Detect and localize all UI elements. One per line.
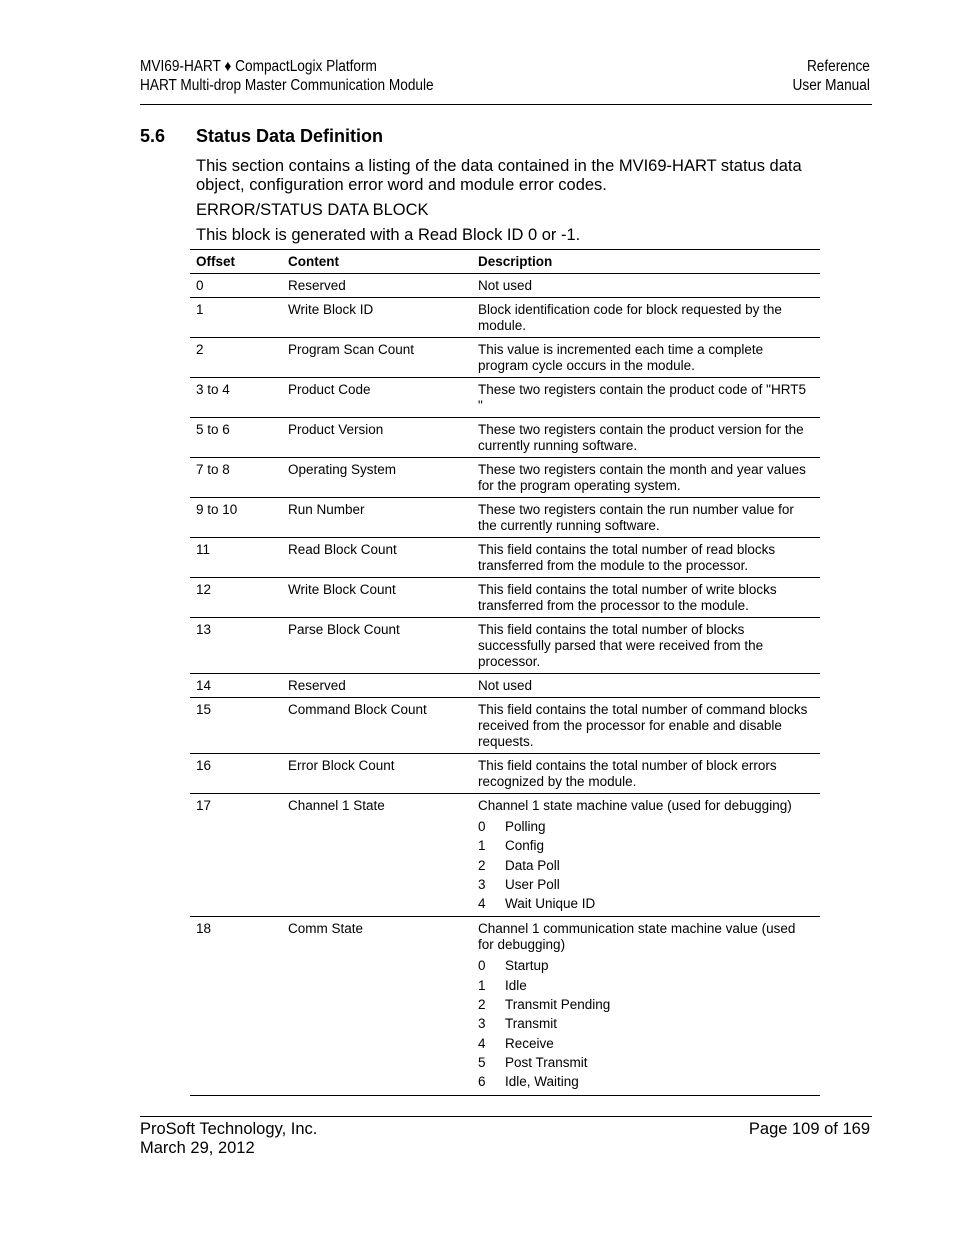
block-note: This block is generated with a Read Block ID 0 or -1. [196,226,581,244]
state-value-label: Idle [505,977,527,993]
header-doc-type: User Manual [792,77,870,94]
cell-offset: 16 [190,754,282,794]
footer-date: March 29, 2012 [140,1139,255,1157]
column-header-content: Content [282,250,472,274]
state-value-label: Data Poll [505,857,560,873]
section-intro [196,157,836,245]
footer-left [140,1120,317,1158]
state-value-number: 6 [478,1074,486,1090]
table-row [190,917,820,1095]
cell-description [472,298,820,338]
cell-content: Program Scan Count [282,338,472,378]
cell-offset: 3 to 4 [190,378,282,418]
cell-content: Comm State [282,917,472,1095]
table-row [190,498,820,538]
state-value-item [478,894,814,913]
cell-offset: 13 [190,618,282,674]
cell-content: Error Block Count [282,754,472,794]
state-value-number: 4 [478,1035,486,1051]
column-header-offset: Offset [190,250,282,274]
cell-content: Channel 1 State [282,794,472,917]
cell-offset: 14 [190,674,282,698]
cell-offset: 2 [190,338,282,378]
state-value-label: Transmit Pending [505,997,611,1013]
table-row [190,618,820,674]
cell-description [472,754,820,794]
description-text: Not used [478,278,533,293]
header-module-name: HART Multi-drop Master Communication Module [140,77,434,94]
state-value-item [478,1072,814,1091]
description-text: Not used [478,678,533,693]
cell-description [472,378,820,418]
state-value-label: User Poll [505,876,560,892]
cell-content: Read Block Count [282,538,472,578]
column-header-description: Description [472,250,820,274]
state-value-label: Transmit [505,1016,558,1032]
state-value-item [478,956,814,975]
cell-description [472,418,820,458]
description-text: These two registers contain the product code of "HRT5 " [478,382,806,413]
running-header-left [140,57,434,95]
table-row [190,274,820,298]
description-text: This field contains the total number of blocks successfully parsed that were received from the processor. [478,622,764,669]
state-value-item [478,976,814,995]
cell-description [472,794,820,917]
cell-description [472,498,820,538]
cell-offset: 12 [190,578,282,618]
section-heading [140,126,383,147]
status-data-table [190,249,820,1096]
state-value-list [478,817,814,913]
cell-offset: 18 [190,917,282,1095]
cell-content: Parse Block Count [282,618,472,674]
table-row [190,754,820,794]
header-divider [140,104,872,105]
state-value-number: 0 [478,958,486,974]
cell-offset: 17 [190,794,282,917]
table-row [190,578,820,618]
description-text: These two registers contain the month and year values for the program operating system. [478,462,806,493]
table-row [190,378,820,418]
state-value-item [478,995,814,1014]
state-value-item [478,1014,814,1033]
description-text: This field contains the total number of command blocks received from the processor for enable and disable requests. [478,702,808,749]
cell-offset: 5 to 6 [190,418,282,458]
cell-content: Write Block ID [282,298,472,338]
state-value-item [478,875,814,894]
cell-offset: 11 [190,538,282,578]
table-row [190,698,820,754]
state-value-number: 2 [478,997,486,1013]
table-row [190,338,820,378]
footer-company: ProSoft Technology, Inc. [140,1120,318,1138]
cell-offset: 1 [190,298,282,338]
cell-content: Operating System [282,458,472,498]
state-value-label: Post Transmit [505,1054,588,1070]
cell-content: Product Code [282,378,472,418]
cell-content: Run Number [282,498,472,538]
section-number: 5.6 [140,126,166,146]
cell-description [472,618,820,674]
state-value-label: Wait Unique ID [505,896,596,912]
page-number: Page 109 of 169 [748,1120,870,1138]
cell-content: Reserved [282,274,472,298]
table-row [190,794,820,917]
cell-content: Reserved [282,674,472,698]
description-text: These two registers contain the run number value for the currently running software. [478,502,794,533]
table-row [190,674,820,698]
table-header-row [190,250,820,274]
description-text: This field contains the total number of write blocks transferred from the processor to the module. [478,582,777,613]
cell-content: Write Block Count [282,578,472,618]
state-value-number: 3 [478,1016,486,1032]
description-text: Channel 1 state machine value (used for debugging) [478,798,792,813]
state-value-label: Config [505,838,545,854]
state-value-number: 2 [478,857,486,873]
description-text: This field contains the total number of block errors recognized by the module. [478,758,777,789]
cell-description [472,674,820,698]
cell-description [472,698,820,754]
header-doc-section: Reference [807,58,870,75]
intro-paragraph: This section contains a listing of the data contained in the MVI69-HART status data object, configuration error word and module error codes. [196,157,802,194]
description-text: These two registers contain the product version for the currently running software. [478,422,804,453]
table-row [190,538,820,578]
state-value-item [478,1053,814,1072]
state-value-label: Polling [505,819,546,834]
state-value-label: Idle, Waiting [505,1074,579,1090]
state-value-number: 5 [478,1054,486,1070]
cell-offset: 15 [190,698,282,754]
table-body [190,274,820,1096]
state-value-item [478,1034,814,1053]
state-value-label: Receive [505,1035,554,1051]
cell-content: Product Version [282,418,472,458]
table-row [190,458,820,498]
header-product-line: MVI69-HART ♦ CompactLogix Platform [140,58,377,75]
cell-offset: 7 to 8 [190,458,282,498]
state-value-item [478,817,814,836]
footer-divider [140,1116,872,1117]
section-title: Status Data Definition [196,126,384,146]
description-text: Block identification code for block requested by the module. [478,302,782,333]
footer-right [749,1120,870,1139]
state-value-number: 3 [478,876,486,892]
state-value-number: 0 [478,819,486,834]
description-text: This value is incremented each time a complete program cycle occurs in the module. [478,342,764,373]
state-value-list [478,956,814,1091]
table-row [190,298,820,338]
state-value-number: 4 [478,896,486,912]
cell-content: Command Block Count [282,698,472,754]
state-value-item [478,856,814,875]
state-value-item [478,836,814,855]
running-header-right [793,57,870,95]
state-value-number: 1 [478,838,486,854]
cell-description [472,538,820,578]
cell-description [472,578,820,618]
cell-description [472,338,820,378]
description-text: This field contains the total number of read blocks transferred from the module to the processor. [478,542,776,573]
cell-description [472,917,820,1095]
state-value-number: 1 [478,977,486,993]
cell-description [472,458,820,498]
table-row [190,418,820,458]
state-value-label: Startup [505,958,549,974]
description-text: Channel 1 communication state machine value (used for debugging) [478,921,796,953]
cell-offset: 9 to 10 [190,498,282,538]
cell-description [472,274,820,298]
cell-offset: 0 [190,274,282,298]
block-title: ERROR/STATUS DATA BLOCK [196,201,429,219]
